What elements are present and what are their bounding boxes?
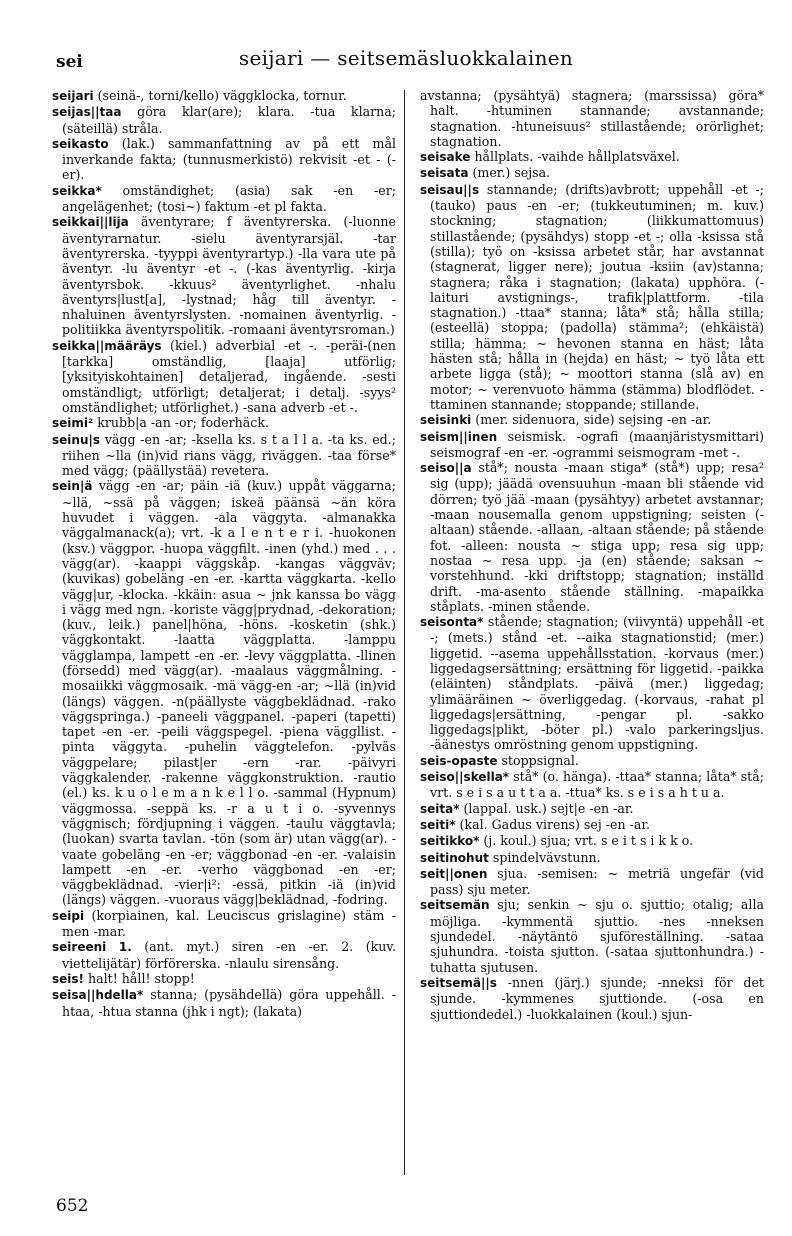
dictionary-entry [420,769,764,801]
entry-headword: seikkai||lija [52,215,129,230]
entry-headword: seis! [52,971,85,986]
dictionary-entry [52,136,396,183]
entry-headword: seitsemä||s [420,975,497,990]
dictionary-entry [420,753,764,769]
dictionary-entry [420,614,764,753]
entry-definition: spindelvävstunn. [488,849,601,865]
page-title: seijari — seitsemäsluokkalainen [238,46,574,70]
entry-definition: seismisk. -ografi (maanjäristysmittari) seismograf -en -er. -ogrammi seismogram -met -. [430,428,764,460]
entry-definition: (lak.) sammanfattning av på ett mål inverkande fakta; (tunnusmerkistö) rekvisit -et - (-er). [62,135,396,183]
entry-definition: vägg -en -ar; päin -iä (kuv.) uppåt väggarna; ~llä, ~ssä på väggen; iskeä päänsä ~än köra huvudet i väggen. -ala väggyta. -almanakka väggalmanack(a); vrt. -k a l e n t e r i. -huokonen (ksv.) väggpor. -huopa väggfilt. -inen (yhd.) med . . . vägg(ar). -kaappi väggskåp. -kangas väggväv; (kuvikas) gobeläng -en -er. -kartta väggkarta. -kello vägg|ur, -klocka. -kkäin: asua ~ jnk kanssa bo vägg i vägg med ngn. -koriste vägg|prydnad, -dekoration; (kuv., leik.) panel|höna, -höns. -kosketin (shk.) väggkontakt. -laatta väggplatta. -lamppu vägglampa, lampett -en -er. -levy väggplatta. -llinen (försedd) med vägg(ar). -maalaus väggmålning. -mosaiikki väggmosaik. -mä vägg-en -ar; ~llä (in)vid (längs) väggen. -n(päällyste väggbeklädnad. -rako väggspringa.) -paneeli väggpanel. -paperi (tapetti) tapet -en -er. -peili väggspegel. -piena väggllist. -pinta väggyta. -puhelin väggtelefon. -pylväs väggpelare; pilast|er -ern -rar. -päivyri väggkalender. -rakenne väggkonstruktion. -rautio (el.) ks. k u o l e m a n k e l l o. -sammal (Hypnum) väggmossa. -seppä ks. -r a u t i o. -syvennys väggnisch; fördjupning i väggen. -taulu väggtavla; (luokan) svarta tavlan. -tön (som är) utan vägg(ar). -vaate gobeläng -en -er; väggbonad -en -er. -valaisin lampett -en -er. -verho väggbonad -en -er; väggbeklädnad. -vier|i²: -essä, pitkin -iä (in)vid (längs) väggen. -vuoraus vägg|beklädnad, -fodring. [62,478,396,908]
right-column [420,88,764,1022]
entry-definition: (korpiainen, kal. Leuciscus grislagine) stäm -men -mar. [62,907,396,940]
entry-headword: seikka* [52,183,102,198]
page-number: 652 [56,1196,89,1216]
entry-headword: sein|ä [52,479,93,494]
dictionary-entry [420,801,764,817]
entry-headword: seitikko* [420,834,480,849]
dictionary-entry [420,817,764,833]
entry-definition: stoppsignal. [497,752,579,768]
dictionary-entry [420,833,764,849]
entry-headword: seism||inen [420,429,498,444]
entry-headword: seisonta* [420,615,484,630]
entry-definition: (mer.) sejsa. [468,165,551,181]
dictionary-entry [420,429,764,461]
entry-definition: (mer. sidenuora, side) sejsing -en -ar. [471,412,712,428]
entry-headword: seijas||taa [52,105,122,120]
entry-headword: seiso||a [420,461,472,476]
entry-headword: seinu|s [52,432,101,447]
dictionary-entry [52,432,396,479]
entry-headword: seit||onen [420,866,488,881]
dictionary-entry [420,149,764,165]
dictionary-entry [420,850,764,866]
entry-headword: seiti* [420,817,456,832]
dictionary-entry [420,182,764,412]
entry-headword: seijari [52,89,94,103]
left-column [52,88,396,1019]
entry-headword: seikka||määräys [52,338,162,353]
entry-headword: seita* [420,801,460,816]
dictionary-entry [52,939,396,971]
column-divider [404,90,405,1175]
entry-definition: omständighet; (asia) sak -en -er; angelägenhet; (tosi~) faktum -et pl fakta. [62,182,396,215]
entry-headword: seisake [420,150,471,165]
dictionary-entry [52,415,396,431]
entry-definition: (j. koul.) sjua; vrt. s e i t s i k k o. [479,833,694,849]
dictionary-entry [420,897,764,974]
entry-definition: stående; stagnation; (viivyntä) uppehåll -et -; (mets.) stånd -et. --aika stagnationstid; (mer.) liggetid. --asema uppehållsstation. -korvaus (mer.) liggedagsersättning; ersättning för liggetid. -paikka (eläinten) ståndplats. -päivä (mer.) liggedag; ylimääräinen ~ överliggedag. (-korvaus, -rahat pl liggedags|ersättning, -pengar pl. -sakko liggedags|plikt, -böter pl.) -valo parkeringsljus. -äänestys omröstning genom uppstigning. [430,614,764,753]
dictionary-entry [52,971,396,987]
dictionary-entry [52,338,396,415]
entry-headword: seiso||skella* [420,770,510,785]
entry-definition: hållplats. -vaihde hållplatsväxel. [470,149,680,165]
entry-definition: (kiel.) adverbial -et -. -peräi-(nen [tarkka] omständlig, [laaja] utförlig; [yksityiskohtainen] detaljerad, ingående. -sesti omständligt; utförligt; detaljerat; i detalj. -syys² omständlighet; utförlighet.) -sana adverb -et -. [62,337,396,415]
entry-definition: göra klar(are); klara. -tua klarna; (säteillä) stråla. [62,104,396,136]
dictionary-entry [420,165,764,181]
dictionary-entry [52,88,396,104]
entry-definition: (kal. Gadus virens) sej -en -ar. [455,816,650,832]
entry-headword: seisa||hdella* [52,988,144,1003]
entry-definition: avstanna; (pysähtyä) stagnera; (marssissa) göra* halt. -htuminen stannande; avstannande; stagnation. -htuneisuus² stillastående; orörlighet; stagnation. [420,88,764,149]
entry-definition: stanna; (pysähdellä) göra uppehåll. -htaa, -htua stanna (jhk i ngt); (lakata) [62,987,396,1019]
entry-definition: (lappal. usk.) sejt|e -en -ar. [459,800,634,816]
page-header [56,46,756,76]
dictionary-entry [420,88,764,149]
entry-headword: seisata [420,166,469,181]
dictionary-entry [420,460,764,614]
entry-definition: -nnen (järj.) sjunde; -nneksi för det sjunde. -kymmenes sjuttionde. (-osa en sjuttiondedel.) -luokkalainen (koul.) sjun- [430,974,764,1022]
dictionary-entry [52,908,396,940]
entry-headword: seireeni 1. [52,940,132,955]
entry-definition: halt! håll! stopp! [84,970,195,986]
dictionary-entry [420,412,764,428]
entry-definition: stå* (o. hänga). -ttaa* stanna; låta* stå; vrt. s e i s a u t t a a. -ttua* ks. s e i s a h t u a. [430,769,764,801]
dictionary-entry [420,975,764,1022]
entry-headword: seisinki [420,413,472,428]
entry-definition: sjua. -semisen: ~ metriä ungefär (vid pass) sju meter. [430,865,764,898]
entry-headword: seitinohut [420,850,489,865]
dictionary-entry [420,866,764,898]
dictionary-entry [52,987,396,1019]
entry-definition: (seinä-, torni/kello) väggklocka, tornur. [93,88,347,103]
running-headword: sei [56,52,83,72]
entry-headword: seisau||s [420,182,480,197]
entry-headword: seipi [52,908,85,923]
entry-definition: vägg -en -ar; -ksella ks. s t a l l a. -ta ks. ed.; riihen ~lla (in)vid rians vägg, riväggen. -taa förse* med vägg; (päällystää) revetera. [62,431,396,479]
entry-headword: seimi² [52,416,94,431]
entry-definition: (ant. myt.) siren -en -er. 2. (kuv. viettelijätär) förförerska. -nlaulu sirensång. [62,939,396,971]
entry-headword: seikasto [52,136,109,151]
entry-definition: äventyrare; f äventyrerska. (-luonne äventyrarnatur. -sielu äventyrarsjäl. -tar äventyrerska. -tyyppi äventyrartyp.) -lla vara ute på äventyr. -lu äventyr -et -. (-kas äventyrlig. -kirja äventyrsbok. -kkuus² äventyrlighet. -nhalu äventyrs|lust[a], -lystnad; håg till äventyr. -nhaluinen äventyrslysten. -nomainen äventyrlig. -politiikka äventyrspolitik. -romaani äventyrsroman.) [62,214,396,338]
entry-definition: krubb|a -an -or; foderhäck. [93,415,269,431]
dictionary-entry [52,478,396,907]
entry-headword: seis-opaste [420,753,498,768]
dictionary-entry [52,183,396,215]
dictionary-entry [52,104,396,136]
entry-definition: sju; senkin ~ sju o. sjuttio; otalig; alla möjliga. -kymmentä sjuttio. -nes -nneksen sjundedel. -näytäntö sjuföreställning. -sataa sjuhundra. -toista sjutton. (-sataa sjuttonhundra.) -tuhatta sjutusen. [430,897,764,975]
entry-definition: stå*; nousta -maan stiga* (stå*) upp; resa² sig (upp); jäädä ovensuuhun -maan bli stående vid dörren; työ jää -maan (pysähtyy) arbetet avstannar; -maan nousemalla genom uppstigning; seisten (-altaan) stående. -allaan, -altaan stående; på stående fot. -alleen: nousta ~ stiga upp; resa sig upp; nostaa ~ resa upp. -ja (en) stående; saksan ~ vorstehhund. -kki driftstopp; stagnation; inställd drift. -ma-asento stående ställning. -mapaikka ståplats. -minen stående. [430,460,764,614]
entry-definition: stannande; (drifts)avbrott; uppehåll -et -; (tauko) paus -en -er; (tukkeutuminen; m. kuv.) stockning; stagnation; (liikkumattomuus) stillastående; (pysähdys) stopp -et -; olla -ksissa stå (stilla); työ on -ksissa arbetet står, har avstannat (stagnerat, ligger nere); joutua -ksiin (av)stanna; stagnera; råka i stagnation; (lakata) upphöra. (-laituri avstignings-, trafik|plattform. -tila stagnation.) -ttaa* stanna; låta* stå; hålla stilla; (esteellä) stoppa; (padolla) stämma²; (ehkäistä) stilla; hämma; ~ hevonen stanna en häst; låta hästen stå; hålla in (hejda) en häst; ~ työ låta ett arbete ligga (stå); ~ moottori stanna (slå av) en motor; ~ verenvuoto hämma (stämma) blodflödet. -ttaminen stannande; stoppande; stillande. [430,181,764,412]
dictionary-entry [52,214,396,337]
entry-headword: seitsemän [420,898,490,913]
